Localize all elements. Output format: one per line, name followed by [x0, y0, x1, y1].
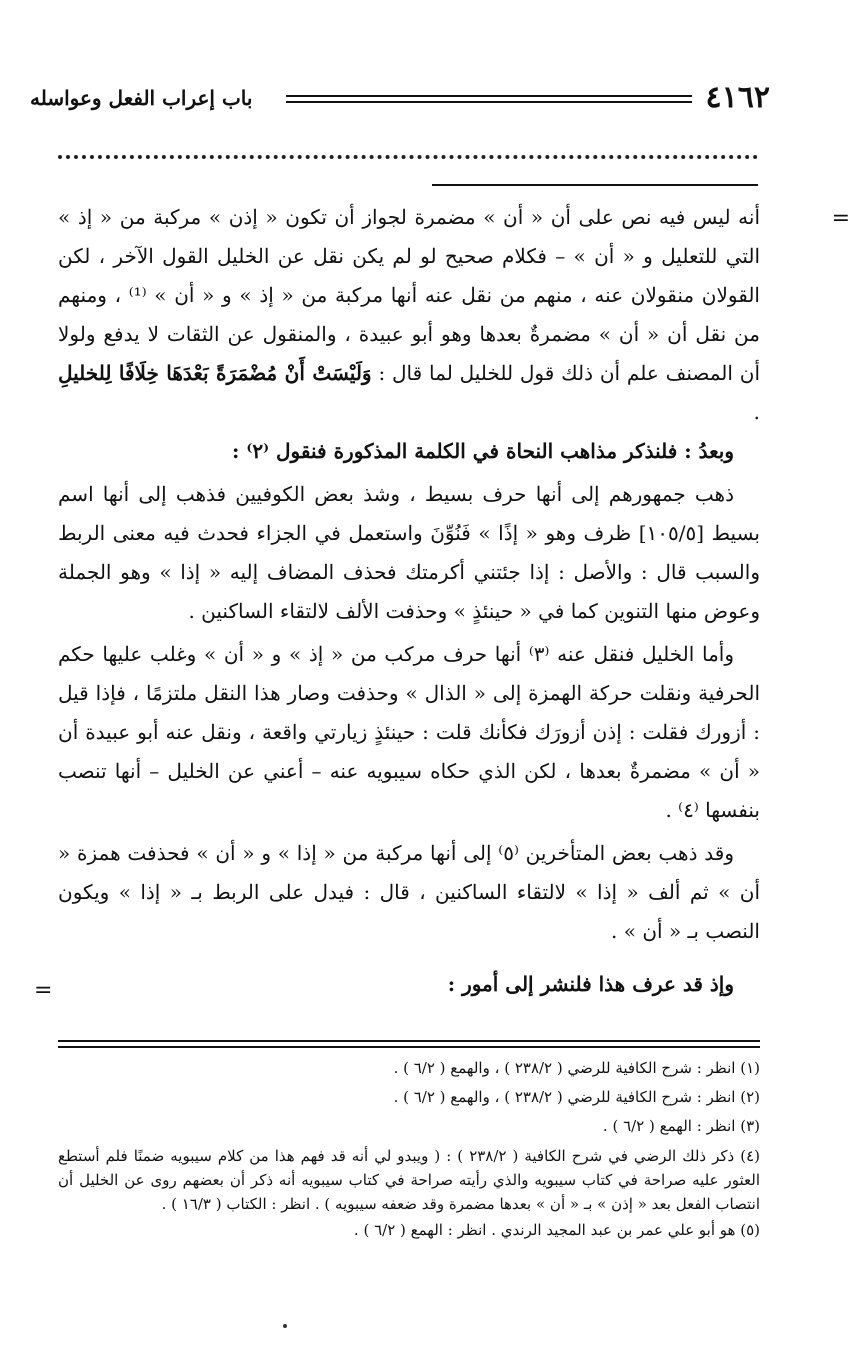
end-mark: =	[34, 978, 53, 1003]
header-rule	[286, 95, 692, 103]
continuation-rule	[432, 184, 758, 186]
paragraph-end: .	[753, 400, 760, 424]
paragraph-text: أنه ليس فيه نص على أن « أن » مضمرة لجواز أن تكون « إذن » مركبة من « إذ » التي للتعليل و « أن » – فكلام صحيح لو لم يكن نقل عن الخليل القول الآخر ، لكن القولان منقولان عنه ، منهم من نقل عنه أنها مركبة من « إذ » و « أن » ⁽¹⁾ ، ومنهم من نقل أن « أن » مضمرةٌ بعدها وهو أبو عبيدة ، والمنقول عن الثقات لا يدفع ولولا أن المصنف علم أن ذلك قول للخليل لما قال :	[58, 205, 760, 385]
dotted-separator	[58, 155, 758, 159]
running-title: باب إعراب الفعل وعواسله	[30, 86, 253, 110]
section-heading: وبعدُ : فلنذكر مذاهب النحاة في الكلمة المذكورة فنقول ⁽٢⁾ :	[232, 439, 734, 463]
continuation-mark: =	[831, 206, 850, 231]
paragraph-basic-view: ذهب جمهورهم إلى أنها حرف بسيط ، وشذ بعض الكوفيين فذهب إلى أنها اسم بسيط [١٠٥/٥] ظرف وهو « إذًا » فَنُوِّنَ واستعمل في الجزاء فحدث فيه معنى الربط والسبب قال : والأصل : إذا جئتني أكرمتك فحذف المضاف إليه « إذا » وهو الجملة وعوض منها التنوين كما في « حينئذٍ » وحذفت الألف لالتقاء الساكنين .	[58, 482, 760, 623]
footnote-rule	[58, 1040, 760, 1048]
footnote-5: (٥) هو أبو علي عمر بن عبد المجيد الرندي . انظر : الهمع ( ٦/٢ ) .	[353, 1221, 760, 1239]
footnote-2: (٢) انظر : شرح الكافية للرضي ( ٢٣٨/٢ ) ، والهمع ( ٦/٢ ) .	[393, 1088, 760, 1106]
paragraph-later-view: وقد ذهب بعض المتأخرين ⁽٥⁾ إلى أنها مركبة من « إذا » و « أن » فحذفت همزة « أن » ثم ألف « إذا » لالتقاء الساكنين ، قال : فيدل على الربط بـ « إذا » ويكون النصب بـ « أن » .	[58, 841, 760, 943]
page-number: ٤١٦٢	[705, 80, 770, 115]
closing-heading: وإذ قد عرف هذا فلنشر إلى أمور :	[447, 972, 734, 996]
bottom-dot	[283, 1324, 287, 1328]
main-text	[58, 198, 760, 1004]
footnote-4: (٤) ذكر ذلك الرضي في شرح الكافية ( ٢٣٨/٢ ) : ( ويبدو لي أنه قد فهم هذا من كلام سيبويه ضمنًا فلم أستطع العثور عليه صراحة في كتاب سيبويه والذي رأيته صراحة في كتاب سيبويه أنه ذكر أن بعضهم روى عن الخليل أن انتصاب الفعل بعد « إذن » بـ « أن » بعدها مضمرة وقد ضعفه سيبويه ) . انظر : الكتاب ( ١٦/٣ ) .	[58, 1147, 760, 1213]
footnote-1: (١) انظر : شرح الكافية للرضي ( ٢٣٨/٢ ) ، والهمع ( ٦/٢ ) .	[393, 1059, 760, 1077]
page-header	[30, 78, 770, 118]
paragraph-continued	[58, 198, 760, 432]
footnotes	[58, 1054, 760, 1245]
quoted-matn: وَلَيْسَتْ أَنْ مُضْمَرَةً بَعْدَهَا خِلَافًا لِلخليلِ	[58, 361, 372, 385]
footnote-3: (٣) انظر : الهمع ( ٦/٢ ) .	[602, 1117, 760, 1135]
paragraph-khalil-view: وأما الخليل فنقل عنه ⁽٣⁾ أنها حرف مركب من « إذ » و « أن » وغلب عليها حكم الحرفية ونقلت حركة الهمزة إلى « الذال » وحذفت وصار هذا النقل ملتزمًا ، فإذا قيل : أزورك فقلت : إذن أزورَك فكأنك قلت : حينئذٍ زيارتي واقعة ، ونقل عنه أبو عبيدة أن « أن » مضمرةٌ بعدها ، لكن الذي حكاه سيبويه عنه – أعني عن الخليل – أنها تنصب بنفسها ⁽٤⁾ .	[58, 642, 760, 822]
